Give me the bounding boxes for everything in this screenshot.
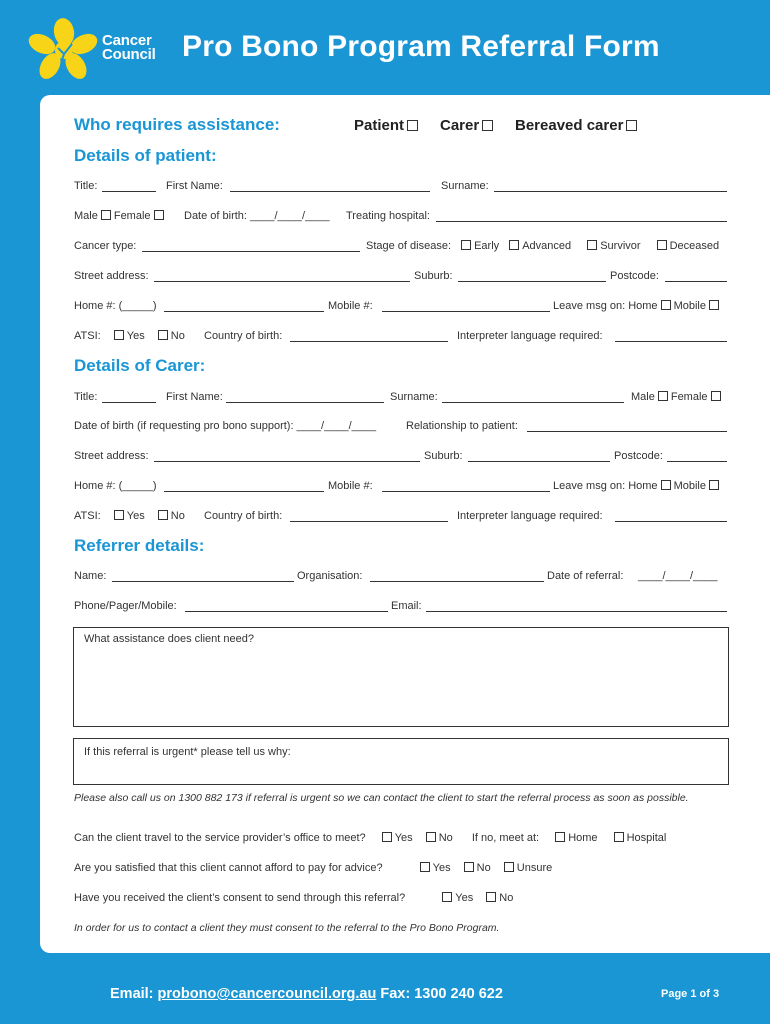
carer-surname-field[interactable] bbox=[442, 402, 624, 403]
carer-dob-field[interactable]: Date of birth (if requesting pro bono support): ____/____/____ bbox=[74, 420, 377, 432]
patient-country-field[interactable] bbox=[290, 341, 448, 342]
footer-email-link[interactable]: probono@cancercouncil.org.au bbox=[157, 986, 377, 1002]
carer-surname-label: Surname: bbox=[390, 391, 438, 403]
footer-contact bbox=[110, 986, 503, 1002]
referrer-organisation-field[interactable] bbox=[370, 581, 544, 582]
referrer-name-field[interactable] bbox=[112, 581, 294, 582]
carer-male-label: Male bbox=[631, 391, 655, 403]
who-option-carer[interactable] bbox=[440, 117, 496, 134]
referrer-date-label: Date of referral: bbox=[547, 570, 624, 582]
patient-dob-field[interactable]: Date of birth: ____/____/____ bbox=[184, 210, 330, 222]
patient-leave-mobile-label: Mobile bbox=[673, 300, 706, 312]
footer-fax: Fax: 1300 240 622 bbox=[380, 986, 503, 1002]
consent-no-label: No bbox=[499, 892, 514, 904]
carer-postcode-field[interactable] bbox=[667, 461, 727, 462]
stage-deceased-checkbox[interactable] bbox=[657, 240, 667, 250]
patient-title-label: Title: bbox=[74, 180, 98, 192]
carer-street-field[interactable] bbox=[154, 461, 420, 462]
carer-title-field[interactable] bbox=[102, 402, 156, 403]
who-option-patient[interactable] bbox=[354, 117, 421, 134]
assistance-prompt: What assistance does client need? bbox=[84, 633, 254, 645]
travel-yes-checkbox[interactable] bbox=[382, 832, 392, 842]
urgent-phone-note: Please also call us on 1300 882 173 if referral is urgent so we can contact the client to start the referral process as soon as possible. bbox=[74, 792, 689, 804]
assistance-textarea[interactable] bbox=[73, 627, 729, 727]
consent-question bbox=[74, 892, 513, 904]
urgent-reason-textarea[interactable] bbox=[73, 738, 729, 785]
afford-yes-label: Yes bbox=[432, 862, 451, 874]
carer-atsi-no-checkbox[interactable] bbox=[158, 510, 168, 520]
carer-female-label: Female bbox=[670, 391, 708, 403]
carer-firstname-label: First Name: bbox=[166, 391, 223, 403]
consent-no-checkbox[interactable] bbox=[486, 892, 496, 902]
travel-no-label: No bbox=[438, 832, 453, 844]
urgent-prompt: If this referral is urgent* please tell us why: bbox=[84, 746, 291, 758]
carer-postcode-label: Postcode: bbox=[614, 450, 663, 462]
logo-wordmark bbox=[102, 34, 156, 62]
patient-leave-msg bbox=[553, 300, 722, 312]
carer-suburb-label: Suburb: bbox=[424, 450, 463, 462]
consent-yes-label: Yes bbox=[455, 892, 474, 904]
afford-no-label: No bbox=[476, 862, 491, 874]
logo-line-2: Council bbox=[102, 46, 156, 63]
stage-deceased-label: Deceased bbox=[669, 240, 720, 252]
patient-atsi bbox=[74, 330, 185, 342]
carer-relationship-label: Relationship to patient: bbox=[406, 420, 518, 432]
patient-stage bbox=[366, 240, 719, 252]
referrer-phone-field[interactable] bbox=[185, 611, 388, 612]
carer-home-label: Home #: (_____) bbox=[74, 480, 157, 492]
footer-email-label: Email: bbox=[110, 986, 154, 1002]
patient-female-checkbox[interactable] bbox=[154, 210, 164, 220]
meet-home-label: Home bbox=[568, 832, 598, 844]
page-title: Pro Bono Program Referral Form bbox=[182, 30, 660, 63]
consent-note: In order for us to contact a client they must consent to the referral to the Pro Bono Program. bbox=[74, 922, 500, 934]
patient-female-label: Female bbox=[113, 210, 151, 222]
patient-home-label: Home #: (_____) bbox=[74, 300, 157, 312]
patient-interpreter-label: Interpreter language required: bbox=[457, 330, 603, 342]
patient-firstname-field[interactable] bbox=[230, 191, 430, 192]
carer-atsi-no-label: No bbox=[170, 510, 185, 522]
carer-section-heading: Details of Carer: bbox=[74, 356, 206, 375]
stage-early-checkbox[interactable] bbox=[461, 240, 471, 250]
carer-leave-home-label: Leave msg on: Home bbox=[553, 480, 658, 492]
patient-surname-field[interactable] bbox=[494, 191, 727, 192]
patient-mobile-label: Mobile #: bbox=[328, 300, 373, 312]
carer-interpreter-field[interactable] bbox=[615, 521, 727, 522]
patient-street-label: Street address: bbox=[74, 270, 149, 282]
patient-atsi-yes-checkbox[interactable] bbox=[114, 330, 124, 340]
carer-female-checkbox[interactable] bbox=[711, 391, 721, 401]
carer-checkbox[interactable] bbox=[482, 120, 493, 131]
carer-leave-mobile-label: Mobile bbox=[673, 480, 706, 492]
carer-suburb-field[interactable] bbox=[468, 461, 610, 462]
afford-no-checkbox[interactable] bbox=[464, 862, 474, 872]
patient-leave-home-label: Leave msg on: Home bbox=[553, 300, 658, 312]
page-number: Page 1 of 3 bbox=[661, 988, 720, 1000]
bereaved-label: Bereaved carer bbox=[515, 117, 624, 134]
consent-yes-checkbox[interactable] bbox=[442, 892, 452, 902]
referrer-email-field[interactable] bbox=[426, 611, 727, 612]
afford-yes-checkbox[interactable] bbox=[420, 862, 430, 872]
header bbox=[0, 0, 770, 95]
stage-advanced-label: Advanced bbox=[522, 240, 572, 252]
carer-label: Carer bbox=[440, 117, 480, 134]
patient-gender bbox=[74, 210, 167, 222]
patient-section-heading: Details of patient: bbox=[74, 146, 217, 165]
carer-mobile-field[interactable] bbox=[382, 491, 550, 492]
travel-yes-label: Yes bbox=[394, 832, 413, 844]
carer-mobile-label: Mobile #: bbox=[328, 480, 373, 492]
patient-hospital-label: Treating hospital: bbox=[346, 210, 430, 222]
carer-male-checkbox[interactable] bbox=[658, 391, 668, 401]
patient-country-label: Country of birth: bbox=[204, 330, 283, 342]
afford-question-label: Are you satisfied that this client cannot afford to pay for advice? bbox=[74, 862, 383, 874]
stage-advanced-checkbox[interactable] bbox=[509, 240, 519, 250]
daffodil-logo-icon bbox=[28, 18, 100, 80]
patient-postcode-field[interactable] bbox=[665, 281, 727, 282]
afford-question bbox=[74, 862, 552, 874]
referrer-date-field[interactable]: ____/____/____ bbox=[638, 570, 718, 582]
patient-surname-label: Surname: bbox=[441, 180, 489, 192]
afford-unsure-checkbox[interactable] bbox=[504, 862, 514, 872]
patient-street-field[interactable] bbox=[154, 281, 410, 282]
carer-atsi bbox=[74, 510, 185, 522]
patient-cancer-type-field[interactable] bbox=[142, 251, 360, 252]
patient-hospital-field[interactable] bbox=[436, 221, 727, 222]
stage-early-label: Early bbox=[474, 240, 500, 252]
patient-interpreter-field[interactable] bbox=[615, 341, 727, 342]
carer-country-field[interactable] bbox=[290, 521, 448, 522]
who-option-bereaved[interactable] bbox=[515, 117, 640, 134]
who-requires-label: Who requires assistance: bbox=[74, 115, 280, 134]
form-card bbox=[40, 95, 770, 953]
patient-mobile-field[interactable] bbox=[382, 311, 550, 312]
patient-atsi-no-checkbox[interactable] bbox=[158, 330, 168, 340]
patient-atsi-no-label: No bbox=[170, 330, 185, 342]
carer-relationship-field[interactable] bbox=[527, 431, 727, 432]
patient-suburb-label: Suburb: bbox=[414, 270, 453, 282]
carer-street-label: Street address: bbox=[74, 450, 149, 462]
travel-question-label: Can the client travel to the service provider’s office to meet? bbox=[74, 832, 366, 844]
patient-home-field[interactable] bbox=[164, 311, 324, 312]
bereaved-checkbox[interactable] bbox=[626, 120, 637, 131]
patient-suburb-field[interactable] bbox=[458, 281, 606, 282]
carer-leave-home-checkbox[interactable] bbox=[661, 480, 671, 490]
logo-line-1: Cancer bbox=[102, 32, 152, 49]
referrer-section-heading: Referrer details: bbox=[74, 536, 205, 555]
afford-unsure-label: Unsure bbox=[516, 862, 553, 874]
patient-leave-home-checkbox[interactable] bbox=[661, 300, 671, 310]
patient-atsi-label: ATSI: bbox=[74, 330, 101, 342]
patient-postcode-label: Postcode: bbox=[610, 270, 659, 282]
travel-question bbox=[74, 832, 666, 844]
carer-title-label: Title: bbox=[74, 391, 98, 403]
referrer-email-label: Email: bbox=[391, 600, 422, 612]
patient-label: Patient bbox=[354, 117, 405, 134]
consent-question-label: Have you received the client’s consent to send through this referral? bbox=[74, 892, 406, 904]
meet-hospital-label: Hospital bbox=[626, 832, 667, 844]
referrer-phone-label: Phone/Pager/Mobile: bbox=[74, 600, 177, 612]
patient-firstname-label: First Name: bbox=[166, 180, 223, 192]
patient-cancer-type-label: Cancer type: bbox=[74, 240, 137, 252]
carer-interpreter-label: Interpreter language required: bbox=[457, 510, 603, 522]
meet-hospital-checkbox[interactable] bbox=[614, 832, 624, 842]
carer-atsi-label: ATSI: bbox=[74, 510, 101, 522]
patient-atsi-yes-label: Yes bbox=[126, 330, 145, 342]
stage-label: Stage of disease: bbox=[366, 240, 452, 252]
carer-leave-mobile-checkbox[interactable] bbox=[709, 480, 719, 490]
patient-male-checkbox[interactable] bbox=[101, 210, 111, 220]
meet-home-checkbox[interactable] bbox=[555, 832, 565, 842]
travel-no-checkbox[interactable] bbox=[426, 832, 436, 842]
carer-firstname-field[interactable] bbox=[226, 402, 384, 403]
referrer-name-label: Name: bbox=[74, 570, 107, 582]
patient-leave-mobile-checkbox[interactable] bbox=[709, 300, 719, 310]
carer-home-field[interactable] bbox=[164, 491, 324, 492]
patient-title-field[interactable] bbox=[102, 191, 156, 192]
carer-atsi-yes-checkbox[interactable] bbox=[114, 510, 124, 520]
meet-at-label: If no, meet at: bbox=[471, 832, 540, 844]
patient-checkbox[interactable] bbox=[407, 120, 418, 131]
carer-leave-msg bbox=[553, 480, 722, 492]
stage-survivor-label: Survivor bbox=[600, 240, 641, 252]
referrer-organisation-label: Organisation: bbox=[297, 570, 363, 582]
stage-survivor-checkbox[interactable] bbox=[587, 240, 597, 250]
patient-male-label: Male bbox=[74, 210, 98, 222]
carer-atsi-yes-label: Yes bbox=[126, 510, 145, 522]
carer-gender bbox=[631, 391, 724, 403]
carer-country-label: Country of birth: bbox=[204, 510, 283, 522]
